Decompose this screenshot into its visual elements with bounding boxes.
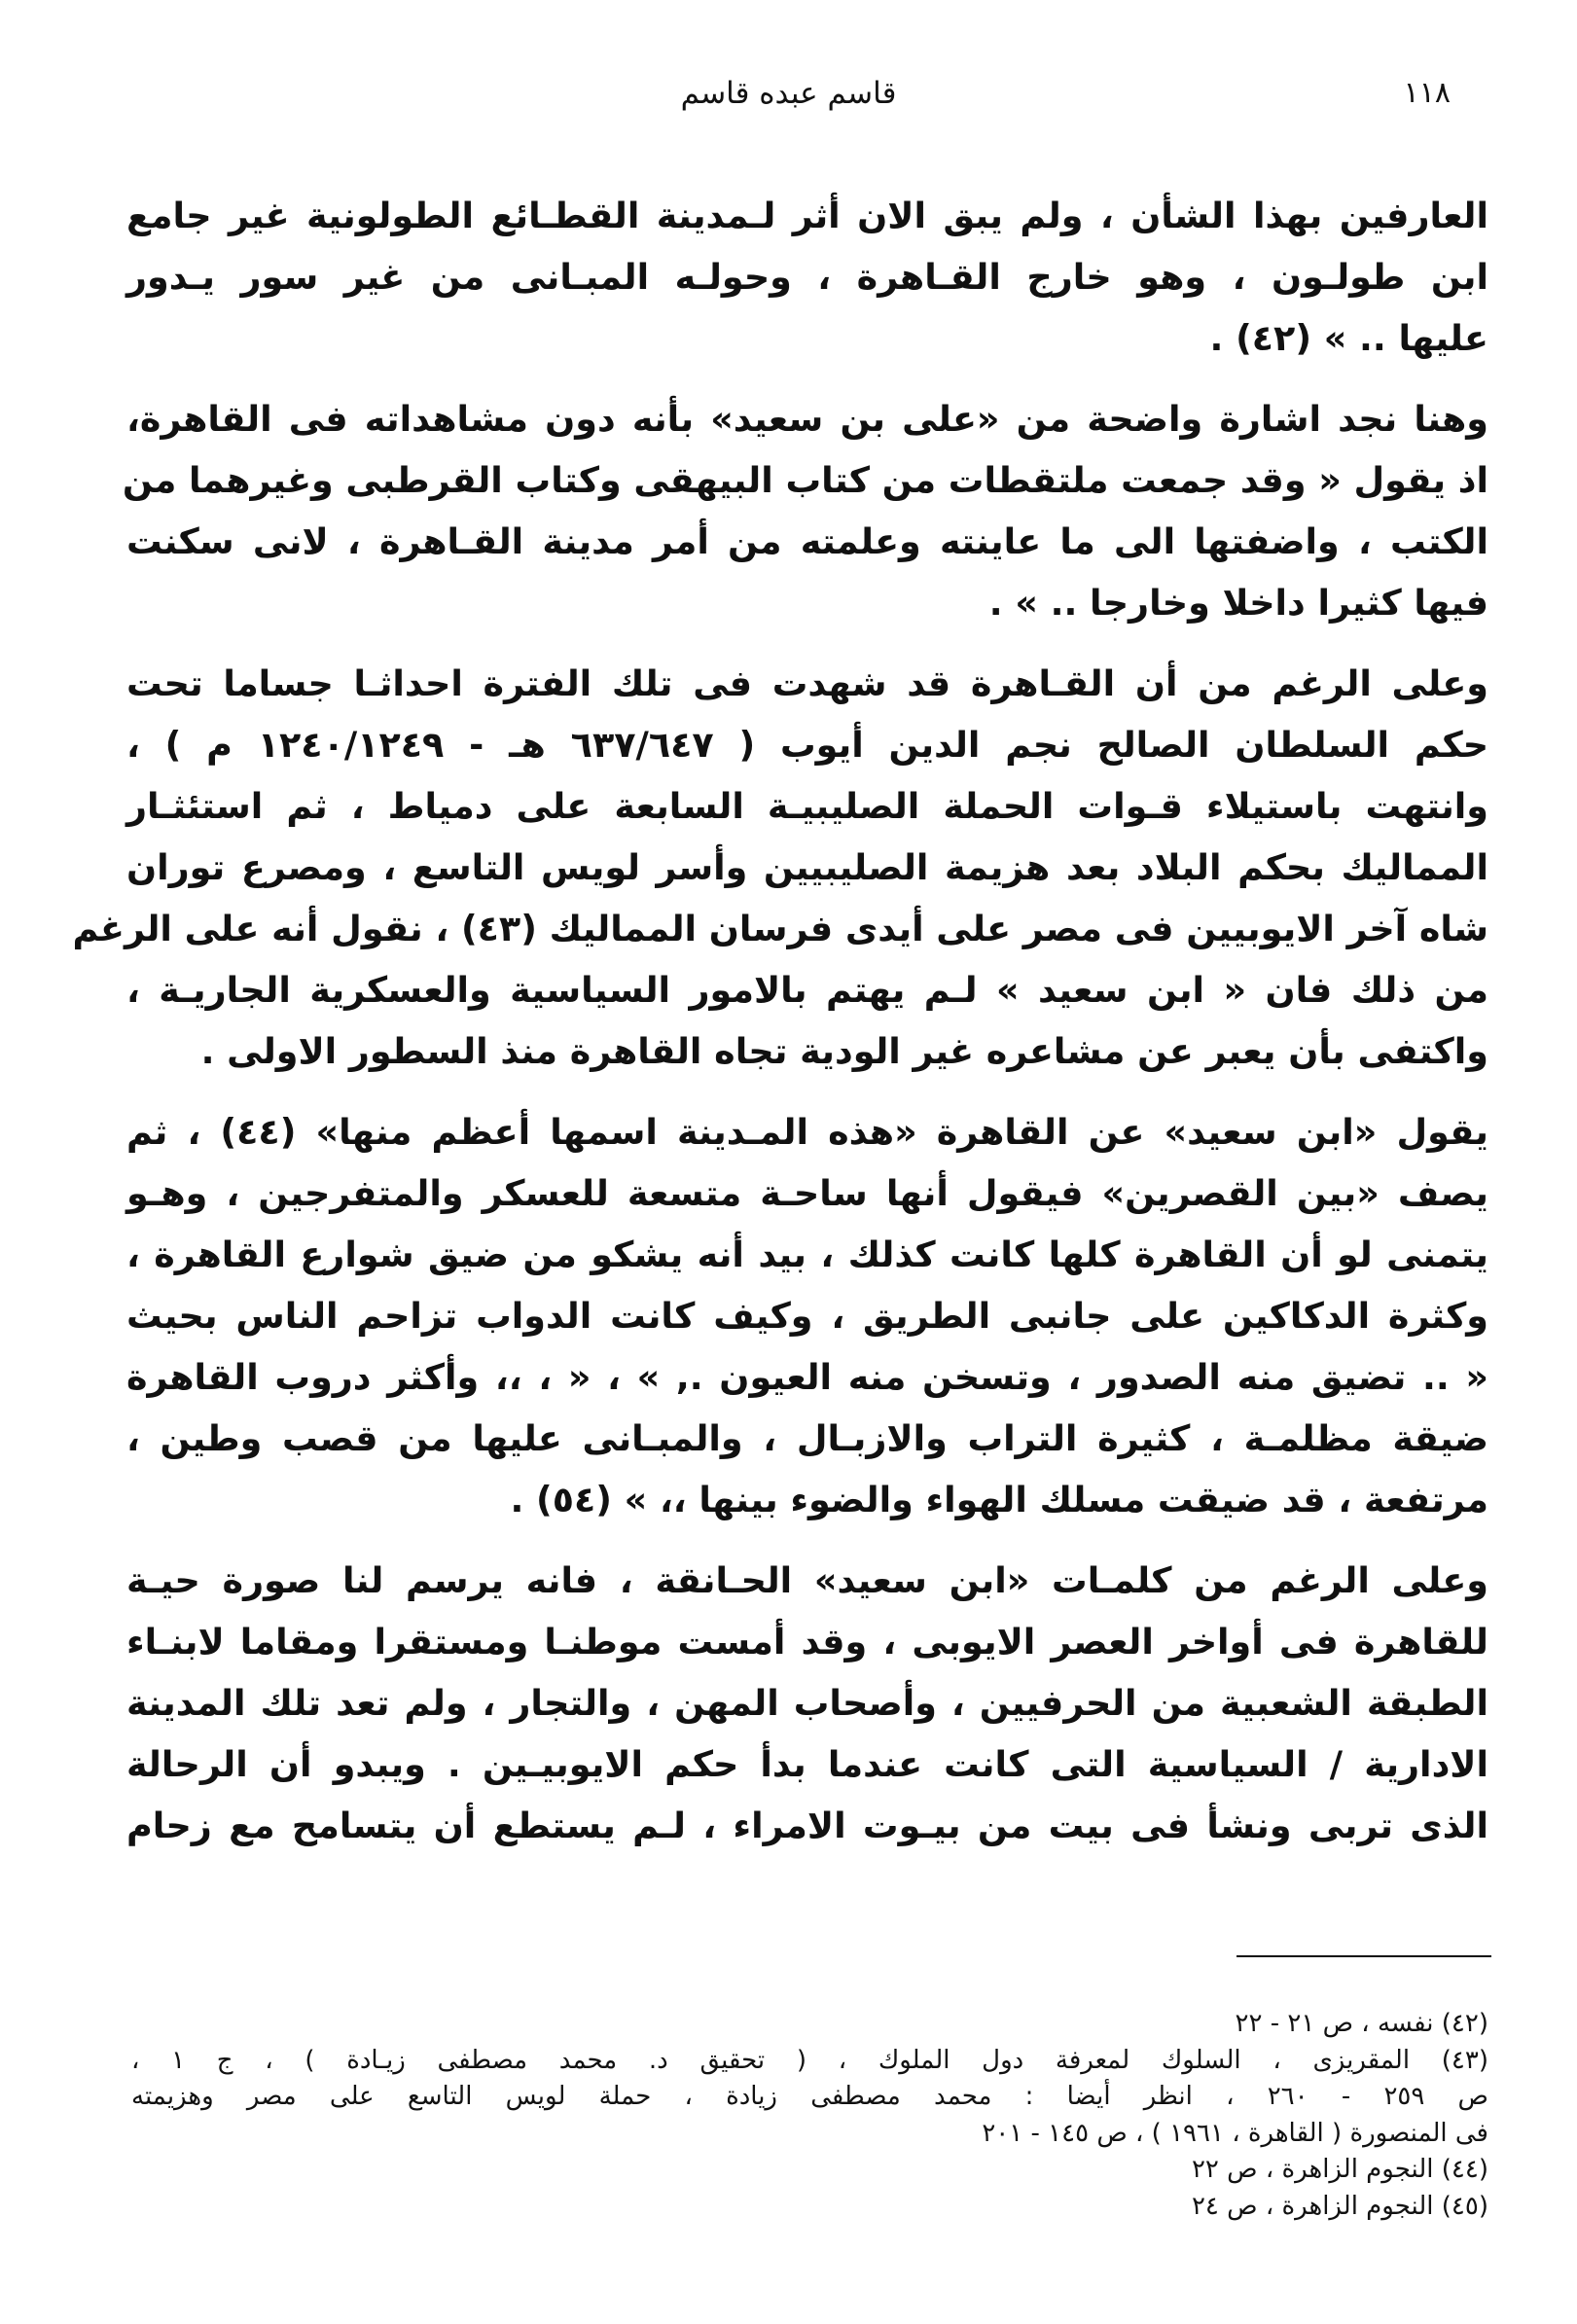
text-line: حكم السلطان الصالح نجم الدين أيوب ( ٦٣٧/٦٤٧ هـ - ١٢٤٠/١٢٤٩ م ) ، — [126, 724, 1489, 766]
text-line: من ذلك فان « ابن سعيد » لـم يهتم بالامور السياسية والعسكرية الجاريـة ، — [126, 969, 1488, 1011]
text-line: للقاهرة فى أواخر العصر الايوبى ، وقد أمست موطنـا ومستقرا ومقاما لابنـاء — [126, 1621, 1488, 1663]
footnote: (٤٢) نفسه ، ص ٢١ - ٢٢ — [1235, 2009, 1488, 2038]
text-line: وعلى الرغم من كلمـات «ابن سعيد» الحـانقة ، فانه يرسم لنا صورة حيـة — [126, 1559, 1488, 1601]
text-line: الطبقة الشعبية من الحرفيين ، وأصحاب المهن ، والتجار ، ولم تعد تلك المدينة — [126, 1682, 1488, 1724]
paragraph — [126, 1550, 1488, 1856]
text-line: عليها .. » (٤٢) . — [1209, 317, 1488, 359]
text-line: الذى تربى ونشأ فى بيت من بيـوت الامراء ، لـم يستطع أن يتسامح مع زحام — [126, 1805, 1488, 1846]
paragraph — [126, 185, 1488, 369]
text-line: يقول «ابن سعيد» عن القاهرة «هذه المـدينة اسمها أعظم منها» (٤٤) ، ثم — [126, 1111, 1488, 1153]
body-text — [72, 185, 1489, 1876]
text-line: مرتفعة ، قد ضيقت مسلك الهواء والضوء بينها ،، » (٥٤) . — [510, 1479, 1488, 1520]
text-line: الكتب ، واضفتها الى ما عاينته وعلمته من أمر مدينة القـاهرة ، لانى سكنت — [126, 520, 1488, 562]
footnotes — [131, 2006, 1488, 2225]
text-line: فيها كثيرا داخلا وخارجا .. » . — [988, 582, 1488, 624]
text-line: ضيقة مظلمـة ، كثيرة التراب والازبـال ، والمبـانى عليها من قصب وطين ، — [126, 1417, 1488, 1459]
text-line: شاه آخر الايوبيين فى مصر على أيدى فرسان المماليك (٤٣) ، نقول أنه على الرغم — [72, 908, 1488, 949]
paragraph — [122, 388, 1488, 633]
page-number: ١١٨ — [1403, 76, 1451, 110]
footnote-divider — [1237, 1955, 1491, 1957]
text-line: يصف «بين القصرين» فيقول أنها ساحـة متسعة للعسكر والمتفرجين ، وهـو — [126, 1172, 1488, 1214]
page-header — [126, 76, 1451, 125]
text-line: اذ يقول « وقد جمعت ملتقطات من كتاب البيهقى وكتاب القرطبى وغيرهما من — [122, 459, 1488, 501]
footnote-continuation: ص ٢٥٩ - ٢٦٠ ، انظر أيضا : محمد مصطفى زيادة ، حملة لويس التاسع على مصر وهزيمته — [131, 2082, 1488, 2111]
paragraph — [72, 653, 1489, 1082]
text-line: وانتهت باستيلاء قـوات الحملة الصليبيـة السابعة على دمياط ، ثم استئثـار — [126, 785, 1488, 827]
text-line: واكتفى بأن يعبر عن مشاعره غير الودية تجاه القاهرة منذ السطور الاولى . — [200, 1030, 1488, 1072]
text-line: يتمنى لو أن القاهرة كلها كانت كذلك ، بيد أنه يشكو من ضيق شوارع القاهرة ، — [126, 1234, 1488, 1275]
text-line: ابن طولـون ، وهو خارج القـاهرة ، وحولـه المبـانى من غير سور يـدور — [126, 256, 1488, 298]
text-line: « .. تضيق منه الصدور ، وتسخن منه العيون ., » ، « ، ،، وأكثر دروب القاهرة — [126, 1356, 1488, 1398]
footnote-continuation: فى المنصورة ( القاهرة ، ١٩٦١ ) ، ص ١٤٥ - ٢٠١ — [982, 2118, 1488, 2148]
text-line: وهنا نجد اشارة واضحة من «على بن سعيد» بأنه دون مشاهداته فى القاهرة، — [126, 398, 1488, 440]
paragraph — [126, 1101, 1488, 1530]
text-line: المماليك بحكم البلاد بعد هزيمة الصليبيين وأسر لويس التاسع ، ومصرع توران — [126, 846, 1488, 888]
footnote: (٤٤) النجوم الزاهرة ، ص ٢٢ — [1191, 2155, 1488, 2184]
footnote: (٤٥) النجوم الزاهرة ، ص ٢٤ — [1191, 2191, 1488, 2221]
text-line: الادارية / السياسية التى كانت عندما بدأ حكم الايوبيـين . ويبدو أن الرحالة — [126, 1743, 1488, 1785]
footnote: (٤٣) المقريزى ، السلوك لمعرفة دول الملوك ، ( تحقيق د. محمد مصطفى زيـادة ) ، ج ١ ، — [131, 2045, 1488, 2075]
running-head-author: قاسم عبده قاسم — [680, 76, 897, 111]
text-line: وكثرة الدكاكين على جانبى الطريق ، وكيف كانت الدواب تزاحم الناس بحيث — [126, 1295, 1488, 1337]
text-line: العارفين بهذا الشأن ، ولم يبق الان أثر لـمدينة القطـائع الطولونية غير جامع — [126, 195, 1488, 236]
text-line: وعلى الرغم من أن القـاهرة قد شهدت فى تلك الفترة احداثـا جساما تحت — [126, 662, 1488, 704]
